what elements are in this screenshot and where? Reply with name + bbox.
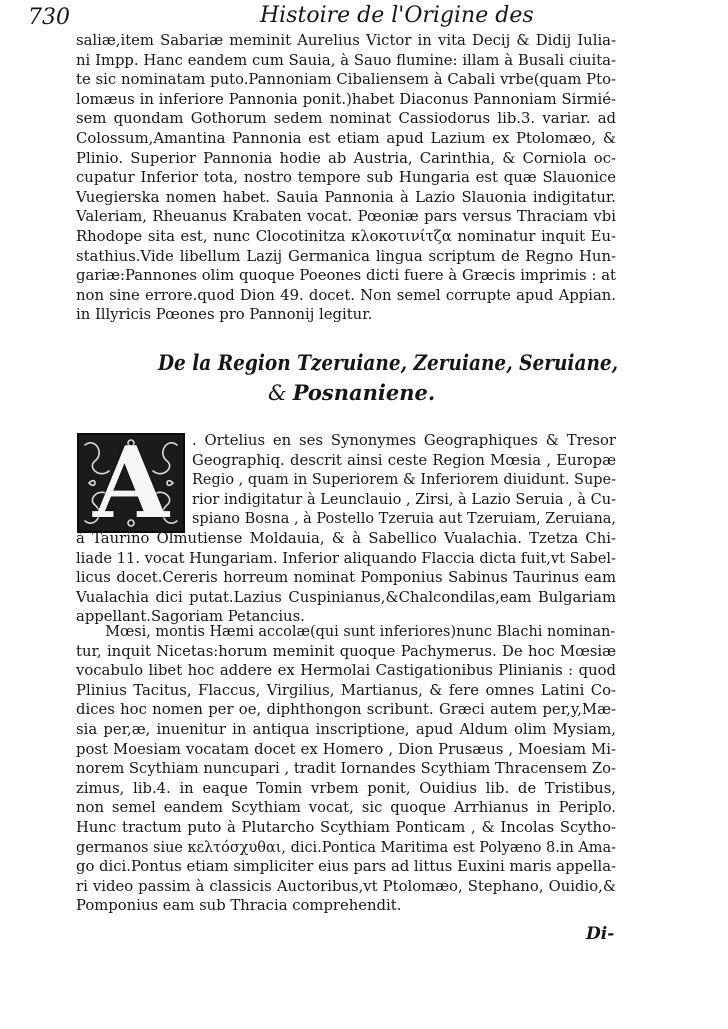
top-paragraph [76,31,616,325]
text-line: licus docet.Cereris horreum nominat Pomponius Sabinus Taurinus eam [76,569,616,587]
text-line: zimus, lib.4. in eaque Tomin vrbem ponit, Ouidius lib. de Tristibus, [76,779,616,797]
text-line: sia per,æ, inuenitur in antiqua inscriptione, apud Aldum olim Mysiam, [76,720,616,738]
heading-line-2-text: Posnaniene. [292,380,436,405]
text-line: ni Impp. Hanc eandem cum Sauia, à Sauo flumine: illam à Busali ciuita- [76,51,616,69]
moesi-paragraph [76,622,616,916]
text-line: à Taurino Olmutiense Moldauia, & à Sabellico Vualachia. Tzetza Chi- [76,530,616,547]
text-line: Pomponius eam sub Thracia comprehendit. [76,897,402,915]
text-line: liade 11. vocat Hungariam. Inferior aliquando Flaccia dicta fuit,vt Sabel- [76,549,617,567]
page-number: 730 [28,5,70,30]
text-line: dices hoc nomen per oe, diphthongon scribunt. Græci autem per,y,Mæ- [76,701,616,719]
running-head: Histoire de l'Origine des [260,3,534,28]
text-line: rior indigitatur à Leunclauio , Zirsi, à Lazio Seruia , à Cu- [192,490,616,508]
section-heading-line-1: De la Region Tzeruiane, Zeruiane, Seruiane, [158,350,619,375]
text-line: Vuegierska nomen habet. Sauia Pannonia à Lazio Slauonia indigitatur. [76,188,616,206]
section-heading [158,348,618,408]
text-line: te sic nominatam puto.Pannoniam Cibaliensem à Cabali vrbe(quam Pto- [76,71,616,89]
drop-cap-paragraph [192,431,616,529]
drop-cap-paragraph-continued [76,529,616,627]
text-line: Mœsi, montis Hæmi accolæ(qui sunt inferiores)nunc Blachi nominan- [105,623,616,640]
section-heading-line-2 [158,378,618,408]
text-line: ri video passim à classicis Auctoribus,vt Ptolomæo, Stephano, Ouidio,& [76,877,616,895]
text-line: non semel eandem Scythiam vocat, sic quoque Arrhianus in Periplo. [76,799,616,817]
heading-ampersand: & [268,381,287,405]
text-line: Plinius Tacitus, Flaccus, Virgilius, Martianus, & fere omnes Latini Co- [76,681,616,699]
text-line: saliæ,item Sabariæ meminit Aurelius Victor in vita Decij & Didij Iulia- [76,32,616,49]
text-line: appellant.Sagoriam Petancius. [76,608,305,626]
catchword: Di- [586,924,615,944]
text-line: Geographiq. descrit ainsi ceste Region Mœsia , Europæ [192,451,616,469]
text-line: cupatur Inferior tota, nostro tempore sub Hungaria est quæ Slauonice [76,169,616,187]
text-line: sem quondam Gothorum sedem nominat Cassiodorus lib.3. variar. ad [76,110,616,128]
text-line: Rhodope sita est, nunc Clocotinitza κλοκοτινίτζα nominatur inquit Eu- [76,227,616,245]
text-line: . Ortelius en ses Synonymes Geographiques & Tresor [192,432,616,449]
text-line: vocabulo libet hoc addere ex Hermolai Castigationibus Plinianis : quod [76,662,616,680]
text-line: norem Scythiam nuncupari , tradit Iornandes Scythiam Thracensem Zo- [76,760,616,778]
text-line: tur, inquit Nicetas:horum meminit quoque Pachymerus. De hoc Mœsiæ [76,642,616,660]
text-line: lomæus in inferiore Pannonia ponit.)habet Diaconus Pannoniam Sirmié- [76,90,616,108]
text-line: Vualachia dici putat.Lazius Cuspinianus,&Chalcondilas,eam Bulgariam [76,588,616,606]
text-line: spiano Bosna , à Postello Tzeruia aut Tzeruiam, Zeruiana, [192,510,617,528]
text-line: Hunc tractum puto à Plutarcho Scythiam Ponticam , & Incolas Scytho- [76,818,616,836]
text-line: non sine errore.quod Dion 49. docet. Non semel corrupte apud Appian. [76,286,616,304]
text-line: Plinio. Superior Pannonia hodie ab Austria, Carinthia, & Corniola oc- [76,149,616,167]
ornamental-drop-cap [77,433,185,533]
text-line: in Illyricis Pœones pro Pannonij legitur. [76,306,373,324]
text-line: Regio , quam in Superiorem & Inferiorem diuidunt. Supe- [192,471,616,489]
text-line: germanos siue κελτόσχυθαι, dici.Pontica Maritima est Polyæno 8.in Ama- [76,838,616,856]
page-header [28,2,668,32]
text-line: gariæ:Pannones olim quoque Poeones dicti fuere à Græcis imprimis : at [76,267,616,285]
drop-cap-letter: A [92,433,170,533]
text-line: go dici.Pontus etiam simpliciter eius pars ad littus Euxini maris appella- [76,858,617,876]
text-line: Valeriam, Rheuanus Krabaten vocat. Pœoniæ pars versus Thraciam vbi [76,208,616,226]
text-line: stathius.Vide libellum Lazij Germanica lingua scriptum de Regno Hun- [76,247,616,265]
text-line: Colossum,Amantina Pannonia est etiam apud Lazium ex Ptolomæo, & [76,129,616,147]
text-line: post Moesiam vocatam docet ex Homero , Dion Prusæus , Moesiam Mi- [76,740,616,758]
